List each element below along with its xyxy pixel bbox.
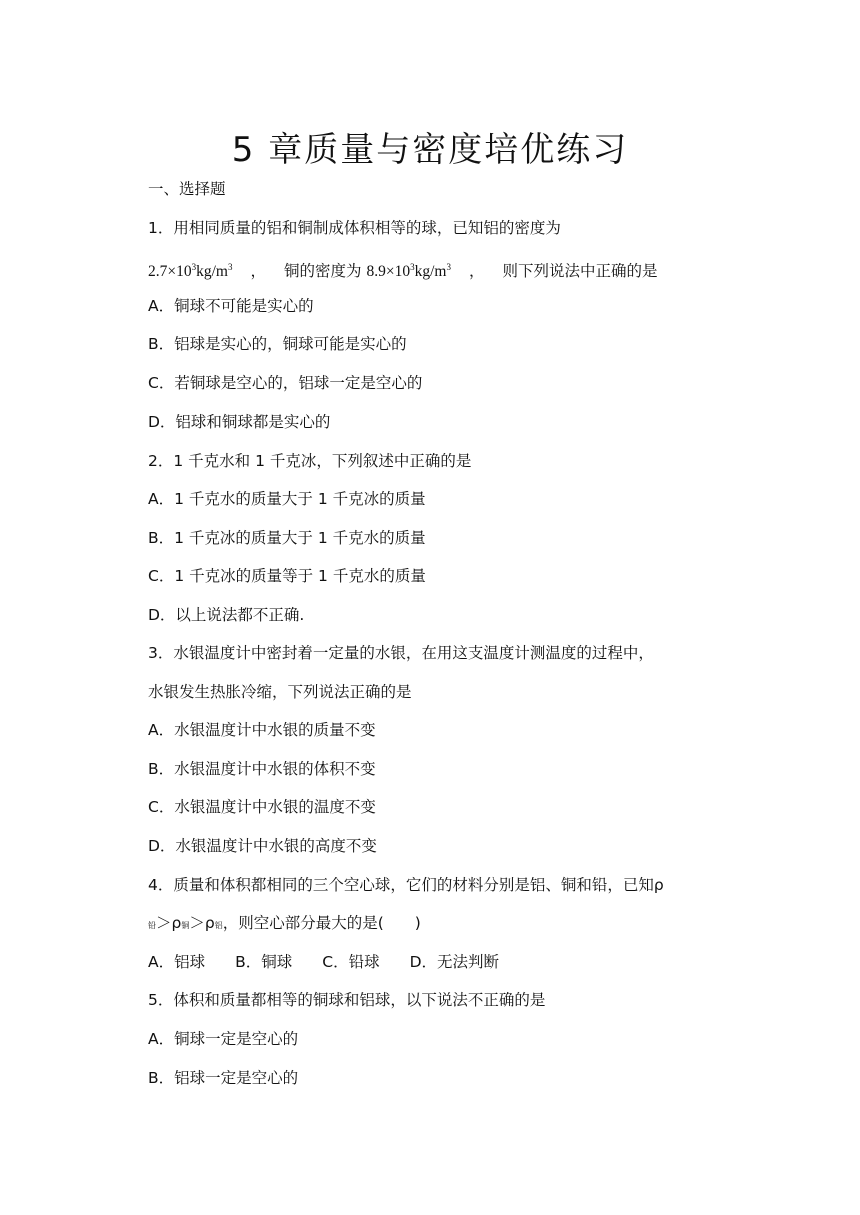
q1-option-d: D．铝球和铜球都是实心的 xyxy=(148,413,331,431)
q1-option-a: A．铜球不可能是实心的 xyxy=(148,297,314,315)
section-heading: 一、选择题 xyxy=(148,180,226,198)
q4-option-d: D．无法判断 xyxy=(409,953,500,971)
q4-option-b: B．铜球 xyxy=(235,953,293,971)
q4-stem-line2: 铅＞ρ铜＞ρ铝，则空心部分最大的是( ) xyxy=(148,914,421,932)
q3-stem-line2: 水银发生热胀冷缩，下列说法正确的是 xyxy=(148,683,412,701)
q1-option-b: B．铝球是实心的，铜球可能是实心的 xyxy=(148,335,407,353)
q2-option-a: A．1 千克水的质量大于 1 千克冰的质量 xyxy=(148,490,426,508)
q4-option-a: A．铝球 xyxy=(148,953,206,971)
q3-stem-line1: 3．水银温度计中密封着一定量的水银，在用这支温度计测温度的过程中， xyxy=(148,644,654,662)
q3-option-c: C．水银温度计中水银的温度不变 xyxy=(148,798,376,816)
q2-option-c: C．1 千克冰的质量等于 1 千克水的质量 xyxy=(148,567,426,585)
q2-stem: 2．1 千克水和 1 千克冰，下列叙述中正确的是 xyxy=(148,452,472,470)
q5-option-b: B．铝球一定是空心的 xyxy=(148,1069,299,1087)
q4-options xyxy=(148,951,529,973)
q1-option-c: C．若铜球是空心的，铝球一定是空心的 xyxy=(148,374,423,392)
page-title: 5 章质量与密度培优练习 xyxy=(231,130,629,170)
q3-option-b: B．水银温度计中水银的体积不变 xyxy=(148,760,376,778)
q2-option-d: D．以上说法都不正确. xyxy=(148,606,305,624)
q4-option-c: C．铅球 xyxy=(322,953,380,971)
q2-option-b: B．1 千克冰的质量大于 1 千克水的质量 xyxy=(148,529,426,547)
q3-option-d: D．水银温度计中水银的高度不变 xyxy=(148,837,377,855)
q4-stem-line1: 4．质量和体积都相同的三个空心球，它们的材料分别是铝、铜和铅，已知ρ xyxy=(148,876,664,894)
q1-stem-line2: $2.7\times 10^3kg/m^3$ ， 铜的密度为 $8.9\times 10^3kg/m^3$ ， 则下列说法中正确的是 xyxy=(148,262,658,280)
q5-option-a: A．铜球一定是空心的 xyxy=(148,1030,299,1048)
q5-stem: 5．体积和质量都相等的铜球和铝球，以下说法不正确的是 xyxy=(148,991,546,1009)
q3-option-a: A．水银温度计中水银的质量不变 xyxy=(148,721,376,739)
q1-cu-density: $8.9\times 10^3kg/m^3$ xyxy=(366,262,451,280)
q1-stem: 1．用相同质量的铝和铜制成体积相等的球，已知铝的密度为 xyxy=(148,219,561,237)
q1-al-density: $2.7\times 10^3kg/m^3$ xyxy=(148,262,233,280)
